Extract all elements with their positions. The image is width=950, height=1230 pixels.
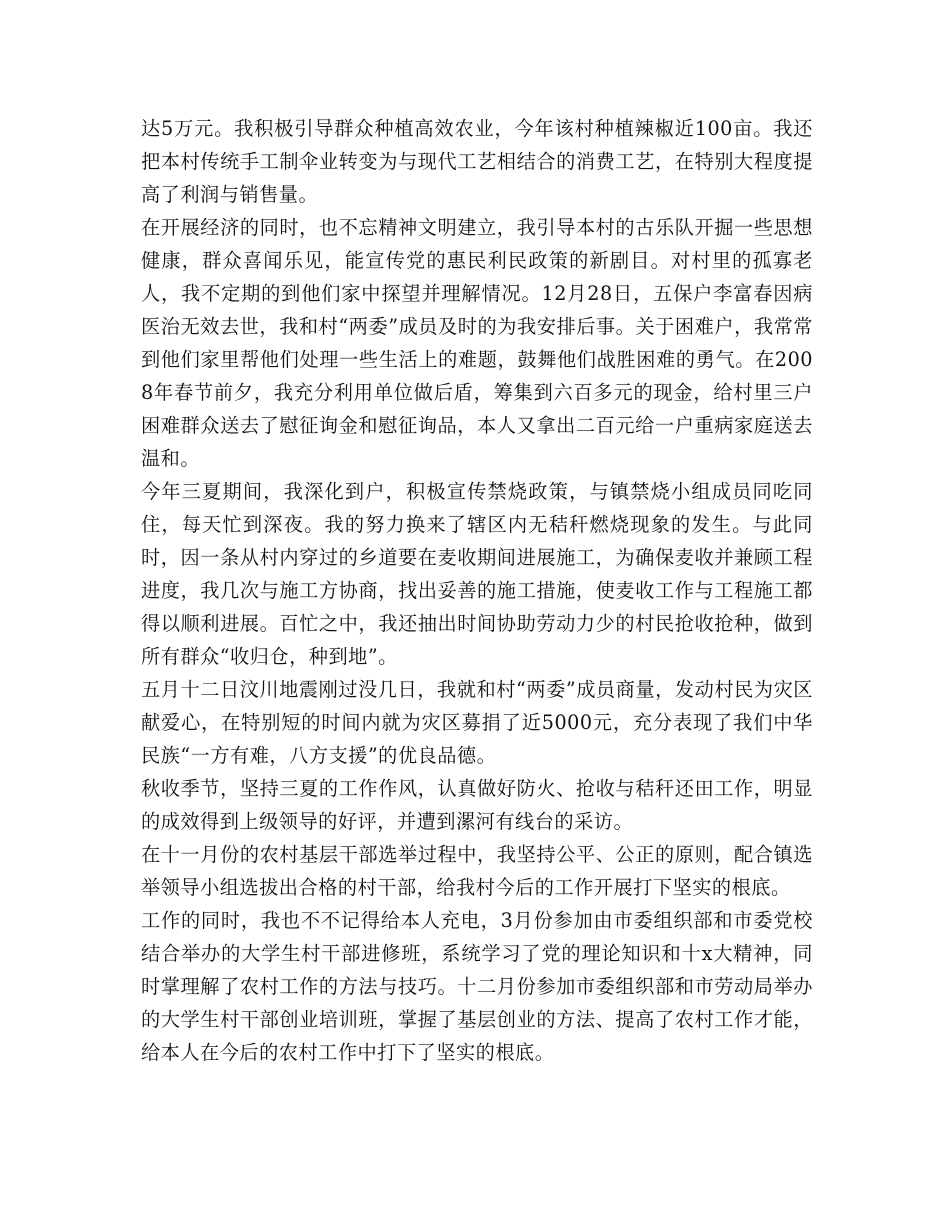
paragraph-4: 五月十二日汶川地震刚过没几日，我就和村“两委”成员商量，发动村民为灾区献爱心，在特别短的时间内就为灾区募捐了近5000元，充分表现了我们中华民族“一方有难，八方支援”的优良品德。 [141, 678, 813, 767]
paragraph-7: 工作的同时，我也不不记得给本人充电，3月份参加由市委组织部和市委党校结合举办的大学生村干部进修班，系统学习了党的理论知识和十x大精神，同时掌理解了农村工作的方法与技巧。十二月份参加市委组织部和市劳动局举办的大学生村干部创业培训班，掌握了基层创业的方法、提高了农村工作才能，给本人在今后的农村工作中打下了坚实的根底。 [141, 909, 813, 1064]
paragraph-6: 在十一月份的农村基层干部选举过程中，我坚持公平、公正的原则，配合镇选举领导小组选拔出合格的村干部，给我村今后的工作开展打下坚实的根底。 [141, 843, 813, 899]
paragraph-3: 今年三夏期间，我深化到户，积极宣传禁烧政策，与镇禁烧小组成员同吃同住，每天忙到深夜。我的努力换来了辖区内无秸秆燃烧现象的发生。与此同时，因一条从村内穿过的乡道要在麦收期间进展施工，为确保麦收并兼顾工程进度，我几次与施工方协商，找出妥善的施工措施，使麦收工作与工程施工都得以顺利进展。百忙之中，我还抽出时间协助劳动力少的村民抢收抢种，做到所有群众“收归仓，种到地”。 [141, 480, 813, 668]
document-body [141, 112, 813, 1069]
paragraph-2: 在开展经济的同时，也不忘精神文明建立，我引导本村的古乐队开掘一些思想健康，群众喜闻乐见，能宣传党的惠民利民政策的新剧目。对村里的孤寡老人，我不定期的到他们家中探望并理解情况。12月28日，五保户李富春因病医治无效去世，我和村“两委”成员及时的为我安排后事。关于困难户，我常常到他们家里帮他们处理一些生活上的难题，鼓舞他们战胜困难的勇气。在2008年春节前夕，我充分利用单位做后盾，筹集到六百多元的现金，给村里三户困难群众送去了慰征询金和慰征询品，本人又拿出二百元给一户重病家庭送去温和。 [141, 216, 813, 470]
paragraph-5: 秋收季节，坚持三夏的工作作风，认真做好防火、抢收与秸秆还田工作，明显的成效得到上级领导的好评，并遭到漯河有线台的采访。 [141, 777, 813, 833]
paragraph-1: 达5万元。我积极引导群众种植高效农业，今年该村种植辣椒近100亩。我还把本村传统手工制伞业转变为与现代工艺相结合的消费工艺，在特别大程度提高了利润与销售量。 [141, 117, 813, 206]
